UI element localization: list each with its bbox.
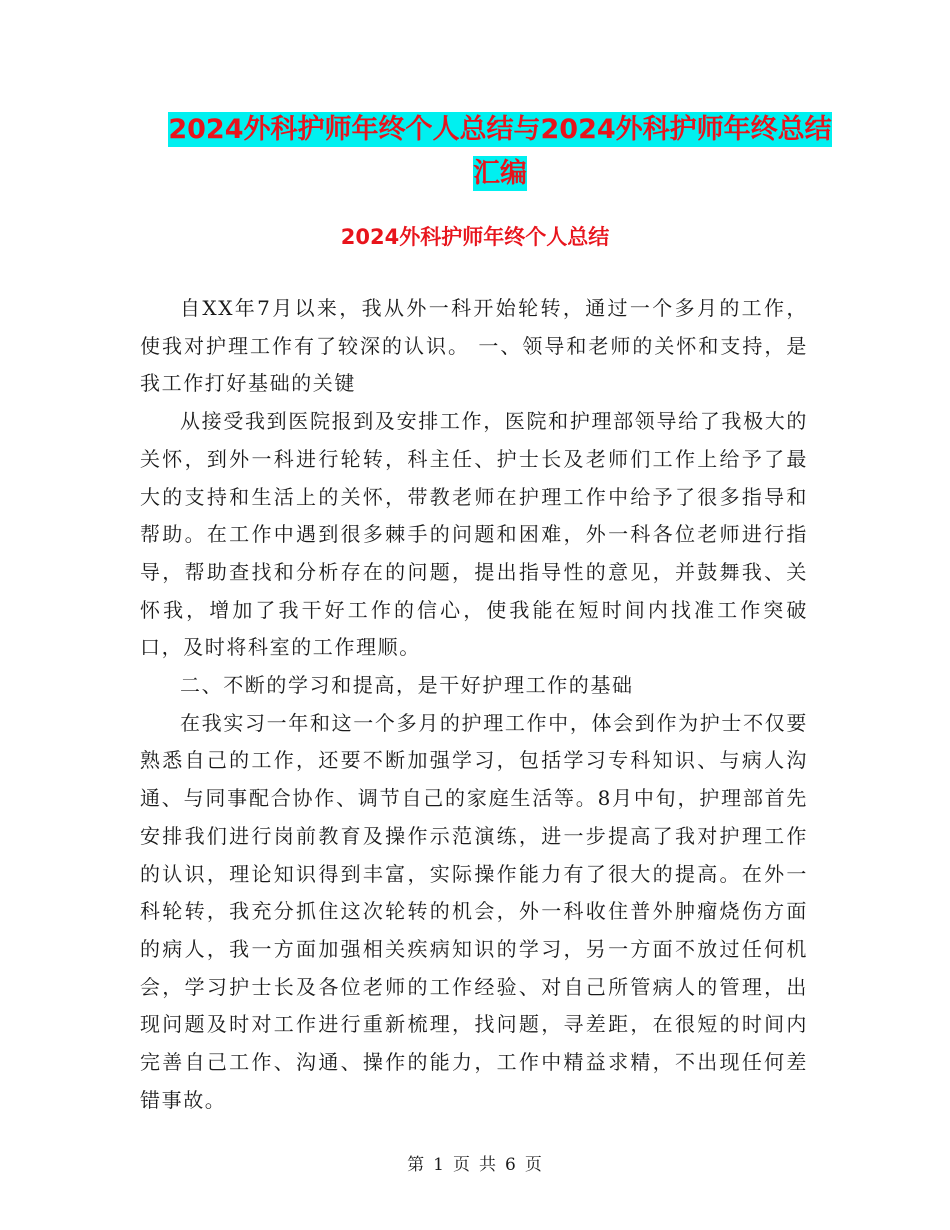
paragraph: 二、不断的学习和提高，是干好护理工作的基础	[180, 673, 634, 698]
section-title: 2024外科护师年终个人总结	[340, 225, 610, 249]
page-footer	[0, 1153, 950, 1177]
total-page-number: 6	[505, 1155, 517, 1175]
footer-page-word: 页	[453, 1155, 471, 1175]
paragraph: 在我实习一年和这一个多月的护理工作中，体会到作为护士不仅要熟悉自己的工作，还要不断加强学习，包括学习专科知识、与病人沟通、与同事配合协作、调节自己的家庭生活等。8月中旬，护理部首先安排我们进行岗前教育及操作示范演练，进一步提高了我对护理工作的认识，理论知识得到丰富，实际操作能力有了很大的提高。在外一科轮转，我充分抓住这次轮转的机会，外一科收住普外肿瘤烧伤方面的病人，我一方面加强相关疾病知识的学习，另一方面不放过任何机会，学习护士长及各位老师的工作经验、对自己所管病人的管理，出现问题及时对工作进行重新梳理，找问题，寻差距，在很短的时间内完善自己工作、沟通、操作的能力，工作中精益求精，不出现任何差错事故。	[140, 710, 808, 1112]
footer-prefix: 第	[407, 1155, 426, 1175]
current-page-number: 1	[433, 1155, 445, 1175]
document-body	[140, 290, 808, 1119]
document-title	[140, 108, 860, 196]
footer-suffix: 页	[524, 1155, 543, 1175]
paragraph: 自XX年7月以来，我从外一科开始轮转，通过一个多月的工作，使我对护理工作有了较深的认识。 一、领导和老师的关怀和支持，是我工作打好基础的关键	[140, 296, 808, 396]
document-title-line-2: 汇编	[473, 158, 527, 189]
paragraph: 从接受我到医院报到及安排工作，医院和护理部领导给了我极大的关怀，到外一科进行轮转，科主任、护士长及老师们工作上给予了最大的支持和生活上的关怀，带教老师在护理工作中给予了很多指导和帮助。在工作中遇到很多棘手的问题和困难，外一科各位老师进行指导，帮助查找和分析存在的问题，提出指导性的意见，并鼓舞我、关怀我，增加了我干好工作的信心，使我能在短时间内找准工作突破口，及时将科室的工作理顺。	[140, 409, 808, 660]
footer-total-word: 共	[479, 1155, 497, 1175]
document-title-line-1: 2024外科护师年终个人总结与2024外科护师年终总结	[168, 114, 832, 145]
